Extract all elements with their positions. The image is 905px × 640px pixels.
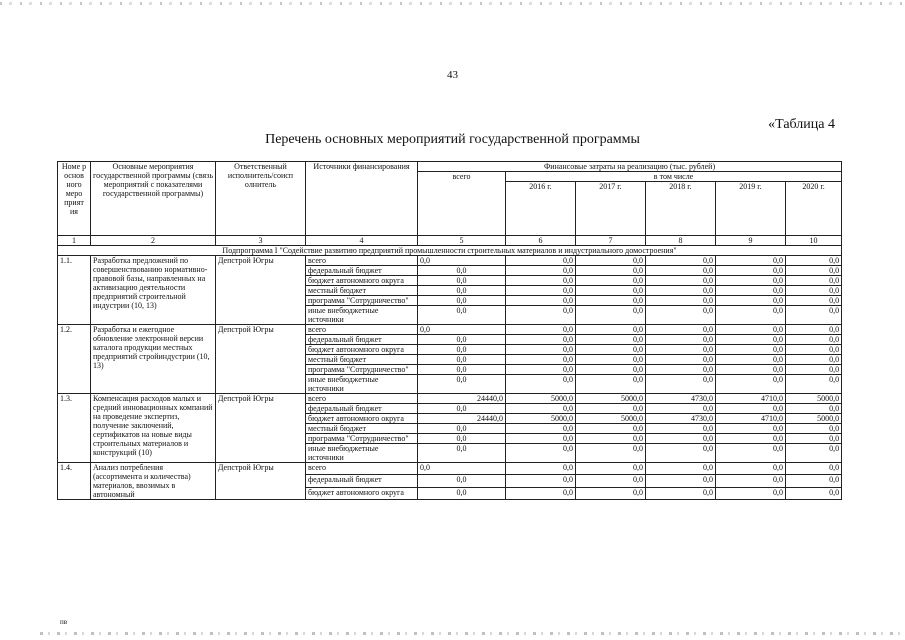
activity-num: 1.1.	[58, 256, 91, 325]
value-cell: 0,0	[418, 424, 506, 434]
value-cell: 0,0	[506, 475, 576, 487]
activity-num: 1.3.	[58, 394, 91, 463]
value-cell: 5000,0	[506, 414, 576, 424]
value-cell: 0,0	[646, 487, 716, 499]
source-cell: местный бюджет	[306, 286, 418, 296]
source-cell: федеральный бюджет	[306, 475, 418, 487]
source-cell: иные внебюджетные источники	[306, 306, 418, 325]
table-row	[58, 463, 842, 475]
value-cell: 0,0	[716, 365, 786, 375]
value-cell: 0,0	[576, 345, 646, 355]
index-cell: 9	[716, 236, 786, 246]
value-cell: 0,0	[576, 266, 646, 276]
header-num: Номе р основ ного меро прият ия	[58, 162, 91, 236]
value-cell: 0,0	[786, 256, 842, 266]
source-cell: бюджет автономного округа	[306, 276, 418, 286]
value-cell: 0,0	[418, 375, 506, 394]
header-2016: 2016 г.	[506, 182, 576, 236]
value-cell: 0,0	[716, 404, 786, 414]
value-cell: 0,0	[418, 266, 506, 276]
value-cell: 5000,0	[786, 394, 842, 404]
page-title: Перечень основных мероприятий государственной программы	[265, 132, 640, 147]
value-cell: 0,0	[716, 487, 786, 499]
activity-num: 1.4.	[58, 463, 91, 500]
scan-edge-bottom	[40, 632, 905, 635]
value-cell: 0,0	[576, 475, 646, 487]
source-cell: бюджет автономного округа	[306, 345, 418, 355]
value-cell: 0,0	[576, 444, 646, 463]
value-cell: 0,0	[506, 345, 576, 355]
activity-name: Анализ потребления (ассортимента и количества) материалов, ввозимых в автономный	[91, 463, 216, 500]
source-cell: всего	[306, 256, 418, 266]
subprogram-row	[58, 246, 842, 256]
source-cell: иные внебюджетные источники	[306, 444, 418, 463]
value-cell: 0,0	[786, 463, 842, 475]
value-cell: 24440,0	[418, 414, 506, 424]
value-cell: 0,0	[506, 296, 576, 306]
value-cell: 0,0	[576, 286, 646, 296]
value-cell: 0,0	[576, 434, 646, 444]
value-cell: 0,0	[506, 434, 576, 444]
value-cell: 0,0	[506, 487, 576, 499]
index-row	[58, 236, 842, 246]
value-cell: 0,0	[786, 424, 842, 434]
value-cell: 0,0	[716, 345, 786, 355]
table-row	[58, 394, 842, 404]
source-cell: программа "Сотрудничество"	[306, 434, 418, 444]
header-row-1	[58, 162, 842, 172]
value-cell: 0,0	[418, 325, 506, 335]
value-cell: 0,0	[716, 325, 786, 335]
table-row	[58, 256, 842, 266]
value-cell: 0,0	[506, 444, 576, 463]
value-cell: 0,0	[506, 404, 576, 414]
value-cell: 0,0	[646, 444, 716, 463]
value-cell: 0,0	[646, 434, 716, 444]
value-cell: 0,0	[716, 424, 786, 434]
value-cell: 0,0	[576, 256, 646, 266]
value-cell: 0,0	[418, 256, 506, 266]
source-cell: местный бюджет	[306, 355, 418, 365]
value-cell: 5000,0	[576, 394, 646, 404]
header-incl: в том числе	[506, 172, 842, 182]
value-cell: 0,0	[716, 434, 786, 444]
value-cell: 0,0	[786, 266, 842, 276]
value-cell: 0,0	[576, 296, 646, 306]
value-cell: 5000,0	[506, 394, 576, 404]
value-cell: 0,0	[506, 286, 576, 296]
value-cell: 0,0	[646, 365, 716, 375]
value-cell: 0,0	[646, 355, 716, 365]
activities-table	[57, 161, 842, 500]
source-cell: бюджет автономного округа	[306, 487, 418, 499]
value-cell: 0,0	[576, 424, 646, 434]
value-cell: 0,0	[646, 335, 716, 345]
value-cell: 0,0	[576, 487, 646, 499]
index-cell: 7	[576, 236, 646, 246]
value-cell: 0,0	[506, 266, 576, 276]
value-cell: 0,0	[716, 463, 786, 475]
value-cell: 0,0	[418, 487, 506, 499]
value-cell: 0,0	[716, 444, 786, 463]
index-cell: 4	[306, 236, 418, 246]
source-cell: программа "Сотрудничество"	[306, 296, 418, 306]
value-cell: 0,0	[576, 306, 646, 325]
index-cell: 2	[91, 236, 216, 246]
source-cell: федеральный бюджет	[306, 335, 418, 345]
value-cell: 0,0	[576, 335, 646, 345]
value-cell: 0,0	[576, 463, 646, 475]
value-cell: 0,0	[646, 266, 716, 276]
value-cell: 0,0	[716, 276, 786, 286]
value-cell: 24440,0	[418, 394, 506, 404]
value-cell: 0,0	[576, 404, 646, 414]
source-cell: программа "Сотрудничество"	[306, 365, 418, 375]
value-cell: 5000,0	[576, 414, 646, 424]
scan-edge-top	[0, 2, 905, 5]
value-cell: 0,0	[506, 365, 576, 375]
value-cell: 0,0	[506, 355, 576, 365]
value-cell: 0,0	[506, 256, 576, 266]
value-cell: 0,0	[418, 306, 506, 325]
header-costs: Финансовые затраты на реализацию (тыс. рублей)	[418, 162, 842, 172]
value-cell: 0,0	[786, 434, 842, 444]
value-cell: 0,0	[716, 266, 786, 276]
source-cell: всего	[306, 325, 418, 335]
value-cell: 0,0	[786, 487, 842, 499]
value-cell: 0,0	[646, 286, 716, 296]
subprogram-title: Подпрограмма I "Содействие развитию предприятий промышленности строительных материалов и индустриального домостроения"	[58, 246, 842, 256]
index-cell: 10	[786, 236, 842, 246]
value-cell: 0,0	[418, 345, 506, 355]
value-cell: 0,0	[506, 463, 576, 475]
value-cell: 0,0	[786, 375, 842, 394]
header-2020: 2020 г.	[786, 182, 842, 236]
value-cell: 0,0	[786, 345, 842, 355]
activity-executor: Депстрой Югры	[216, 256, 306, 325]
header-total: всего	[418, 172, 506, 236]
value-cell: 0,0	[418, 463, 506, 475]
table-reference: «Таблица 4	[768, 117, 835, 132]
activity-num: 1.2.	[58, 325, 91, 394]
value-cell: 0,0	[786, 444, 842, 463]
value-cell: 0,0	[576, 276, 646, 286]
value-cell: 0,0	[646, 256, 716, 266]
activity-executor: Депстрой Югры	[216, 394, 306, 463]
value-cell: 0,0	[576, 325, 646, 335]
source-cell: иные внебюджетные источники	[306, 375, 418, 394]
value-cell: 0,0	[786, 365, 842, 375]
header-2018: 2018 г.	[646, 182, 716, 236]
value-cell: 4710,0	[716, 394, 786, 404]
index-cell: 8	[646, 236, 716, 246]
index-cell: 5	[418, 236, 506, 246]
value-cell: 0,0	[418, 286, 506, 296]
table-row	[58, 325, 842, 335]
value-cell: 0,0	[418, 335, 506, 345]
value-cell: 0,0	[786, 335, 842, 345]
activity-name: Компенсация расходов малых и средний инновационных компаний на проведение экспертиз, получение заключений, сертификатов на новые виды строительных материалов и конструкций (10)	[91, 394, 216, 463]
value-cell: 0,0	[418, 404, 506, 414]
source-cell: местный бюджет	[306, 424, 418, 434]
value-cell: 0,0	[506, 424, 576, 434]
value-cell: 0,0	[418, 365, 506, 375]
index-cell: 3	[216, 236, 306, 246]
value-cell: 0,0	[716, 296, 786, 306]
value-cell: 0,0	[418, 355, 506, 365]
value-cell: 0,0	[506, 306, 576, 325]
activity-name: Разработка предложений по совершенствованию нормативно-правовой базы, направленных на активизацию деятельности предприятий строительной индустрии (10, 13)	[91, 256, 216, 325]
index-cell: 1	[58, 236, 91, 246]
header-executor: Ответственный исполнитель/соисп олнитель	[216, 162, 306, 236]
value-cell: 0,0	[646, 375, 716, 394]
value-cell: 4730,0	[646, 414, 716, 424]
value-cell: 0,0	[646, 276, 716, 286]
source-cell: федеральный бюджет	[306, 404, 418, 414]
value-cell: 0,0	[716, 475, 786, 487]
value-cell: 0,0	[786, 276, 842, 286]
source-cell: федеральный бюджет	[306, 266, 418, 276]
value-cell: 0,0	[506, 325, 576, 335]
header-2019: 2019 г.	[716, 182, 786, 236]
value-cell: 0,0	[418, 475, 506, 487]
page-number: 43	[447, 69, 458, 81]
value-cell: 0,0	[716, 335, 786, 345]
value-cell: 0,0	[646, 306, 716, 325]
value-cell: 0,0	[646, 296, 716, 306]
value-cell: 0,0	[646, 475, 716, 487]
value-cell: 0,0	[786, 325, 842, 335]
value-cell: 0,0	[646, 345, 716, 355]
value-cell: 0,0	[786, 296, 842, 306]
value-cell: 0,0	[506, 276, 576, 286]
value-cell: 0,0	[418, 444, 506, 463]
value-cell: 0,0	[786, 286, 842, 296]
header-activity: Основные мероприятия государственной программы (связь мероприятий с показателями государственной программы)	[91, 162, 216, 236]
value-cell: 0,0	[716, 306, 786, 325]
value-cell: 0,0	[786, 475, 842, 487]
value-cell: 0,0	[646, 325, 716, 335]
value-cell: 0,0	[646, 424, 716, 434]
bottom-mark: пв	[60, 618, 68, 626]
value-cell: 0,0	[716, 355, 786, 365]
value-cell: 0,0	[506, 375, 576, 394]
value-cell: 0,0	[418, 276, 506, 286]
value-cell: 0,0	[786, 404, 842, 414]
value-cell: 0,0	[646, 463, 716, 475]
source-cell: всего	[306, 394, 418, 404]
activity-executor: Депстрой Югры	[216, 325, 306, 394]
value-cell: 4730,0	[646, 394, 716, 404]
activity-name: Разработка и ежегодное обновление электронной версии каталога продукции местных предприятий стройиндустрии (10, 13)	[91, 325, 216, 394]
source-cell: всего	[306, 463, 418, 475]
value-cell: 4710,0	[716, 414, 786, 424]
value-cell: 0,0	[576, 365, 646, 375]
source-cell: бюджет автономного округа	[306, 414, 418, 424]
value-cell: 0,0	[716, 286, 786, 296]
value-cell: 0,0	[418, 296, 506, 306]
value-cell: 0,0	[786, 306, 842, 325]
activity-executor: Депстрой Югры	[216, 463, 306, 500]
value-cell: 0,0	[576, 375, 646, 394]
value-cell: 0,0	[716, 375, 786, 394]
value-cell: 0,0	[506, 335, 576, 345]
value-cell: 0,0	[576, 355, 646, 365]
index-cell: 6	[506, 236, 576, 246]
value-cell: 0,0	[646, 404, 716, 414]
value-cell: 0,0	[716, 256, 786, 266]
value-cell: 0,0	[418, 434, 506, 444]
header-2017: 2017 г.	[576, 182, 646, 236]
value-cell: 5000,0	[786, 414, 842, 424]
header-source: Источники финансирования	[306, 162, 418, 236]
value-cell: 0,0	[786, 355, 842, 365]
